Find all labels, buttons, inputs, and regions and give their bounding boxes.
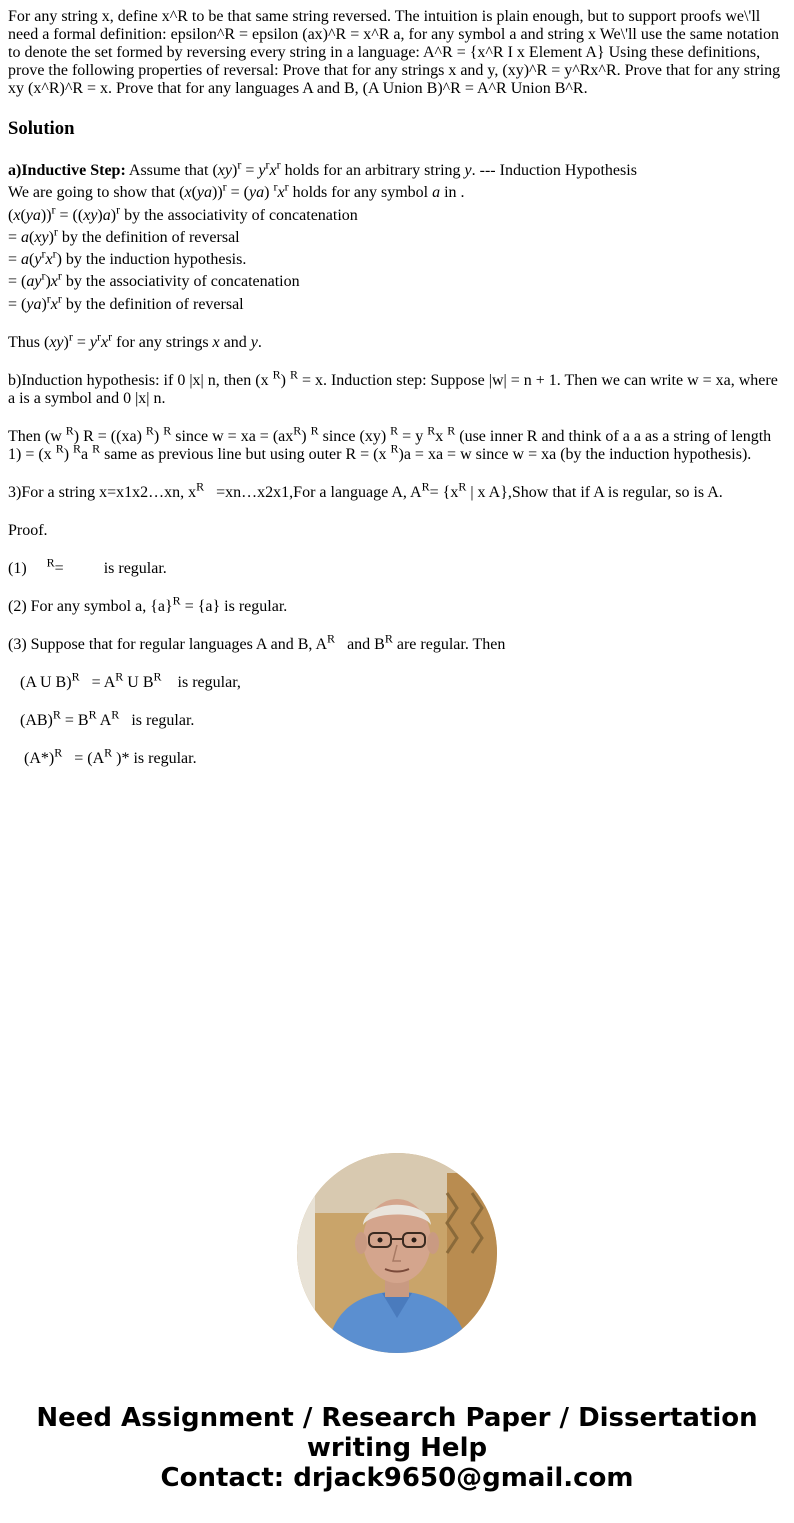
- author-photo: [297, 1153, 497, 1353]
- footer-contact: Contact: drjack9650@gmail.com: [160, 1463, 634, 1493]
- question-text: For any string x, define x^R to be that same string reversed. The intuition is plain enough, but to support proofs we\'ll need a formal definition: epsilon^R = epsilon (ax)^R = x^R a, for any symbol a and string x We\'ll use the same notation to denote the set formed by reversing every string in a language: A^R = {x^R I x Element A} Using these definitions, prove the following properties of reversal: Prove that for any strings x and y, (xy)^R = y^Rx^R. Prove that for any string xy (x^R)^R = x. Prove that for any languages A and B, (A Union B)^R = A^R Union B^R.: [8, 8, 781, 97]
- part-a-step-2: = a(xy)$^r$ by the definition of reversal: [8, 224, 240, 246]
- footer-line-2: writing Help: [306, 1433, 488, 1463]
- author-portrait-icon: [297, 1153, 497, 1353]
- solution-heading: Solution: [8, 118, 75, 139]
- part-a-label: a)Inductive Step:: [8, 162, 126, 179]
- part-a-step-1: $(x(ya))^r = ((xy)a)^r$ by the associativity of concatenation: [8, 202, 358, 224]
- concat-closure: $(AB)^R = B^R$ $A^R$ is regular.: [20, 707, 195, 729]
- proof-item-3: (3) Suppose that for regular languages A and B, $A^R$ and $B^R$ are regular. Then: [8, 631, 506, 653]
- proof-label: Proof.: [8, 521, 48, 539]
- part-a-step-4: = $(ay^r)x^r$ by the associativity of concatenation: [8, 269, 300, 291]
- part-3-statement: 3)For a string x=x1x2…xn, $x^R$ =xn…x2x1,For a language A, $A^R= \{x^R$ | x A},Show that if A is regular, so is A.: [8, 479, 723, 501]
- part-a-goal: We are going to show that $(x(ya))^r = (ya)$ $^rx^r$ holds for any symbol a in .: [8, 179, 465, 202]
- union-closure: (A U $B)^R = A^R$ U $B^R$ is regular,: [20, 669, 241, 691]
- part-a-step-3: = $a(y^rx^r)$ by the induction hypothesis.: [8, 246, 247, 269]
- proof-item-1: (1) $^R$= is regular.: [8, 555, 167, 577]
- footer-line-1: Need Assignment / Research Paper / Dissertation: [36, 1403, 758, 1433]
- document-body: [8, 8, 786, 788]
- proof-item-2: (2) For any symbol a, $\{a\}^R = \{a\}$ is regular.: [8, 593, 288, 615]
- star-closure: $(A*)^R = (A^R$ )* is regular.: [24, 745, 197, 767]
- footer-banner: [0, 1403, 794, 1493]
- part-a-hypothesis: a)Inductive Step: Assume that $(xy)^r = y^rx^r$ holds for an arbitrary string y. --- Induction Hypothesis: [8, 157, 637, 179]
- part-a-conclusion: Thus $(xy)^r = y^rx^r$ for any strings x and y.: [8, 329, 262, 351]
- part-b-hypothesis: b)Induction hypothesis: if 0 |x| n, then (x $^R$) $^R$ = x. Induction step: Suppose |w| = n + 1. Then we can write w = xa, where a is a symbol and 0 |x| n.: [8, 367, 778, 407]
- part-a-step-5: = $(ya)^rx^r$ by the definition of reversal: [8, 291, 244, 313]
- part-b-derivation: Then (w $^R$) R = ((xa) $^R$) $^R$ since w = xa = $(ax^R)$ $^R$ since (xy) $^R$ = y $^R$x $^R$ (use inner R and think of a a as a string of length 1) = (x $^R$) $^R$a $^R$ same as previous line but using outer R = (x $^R$)a = xa = w since w = xa (by the induction hypothesis).: [8, 423, 772, 463]
